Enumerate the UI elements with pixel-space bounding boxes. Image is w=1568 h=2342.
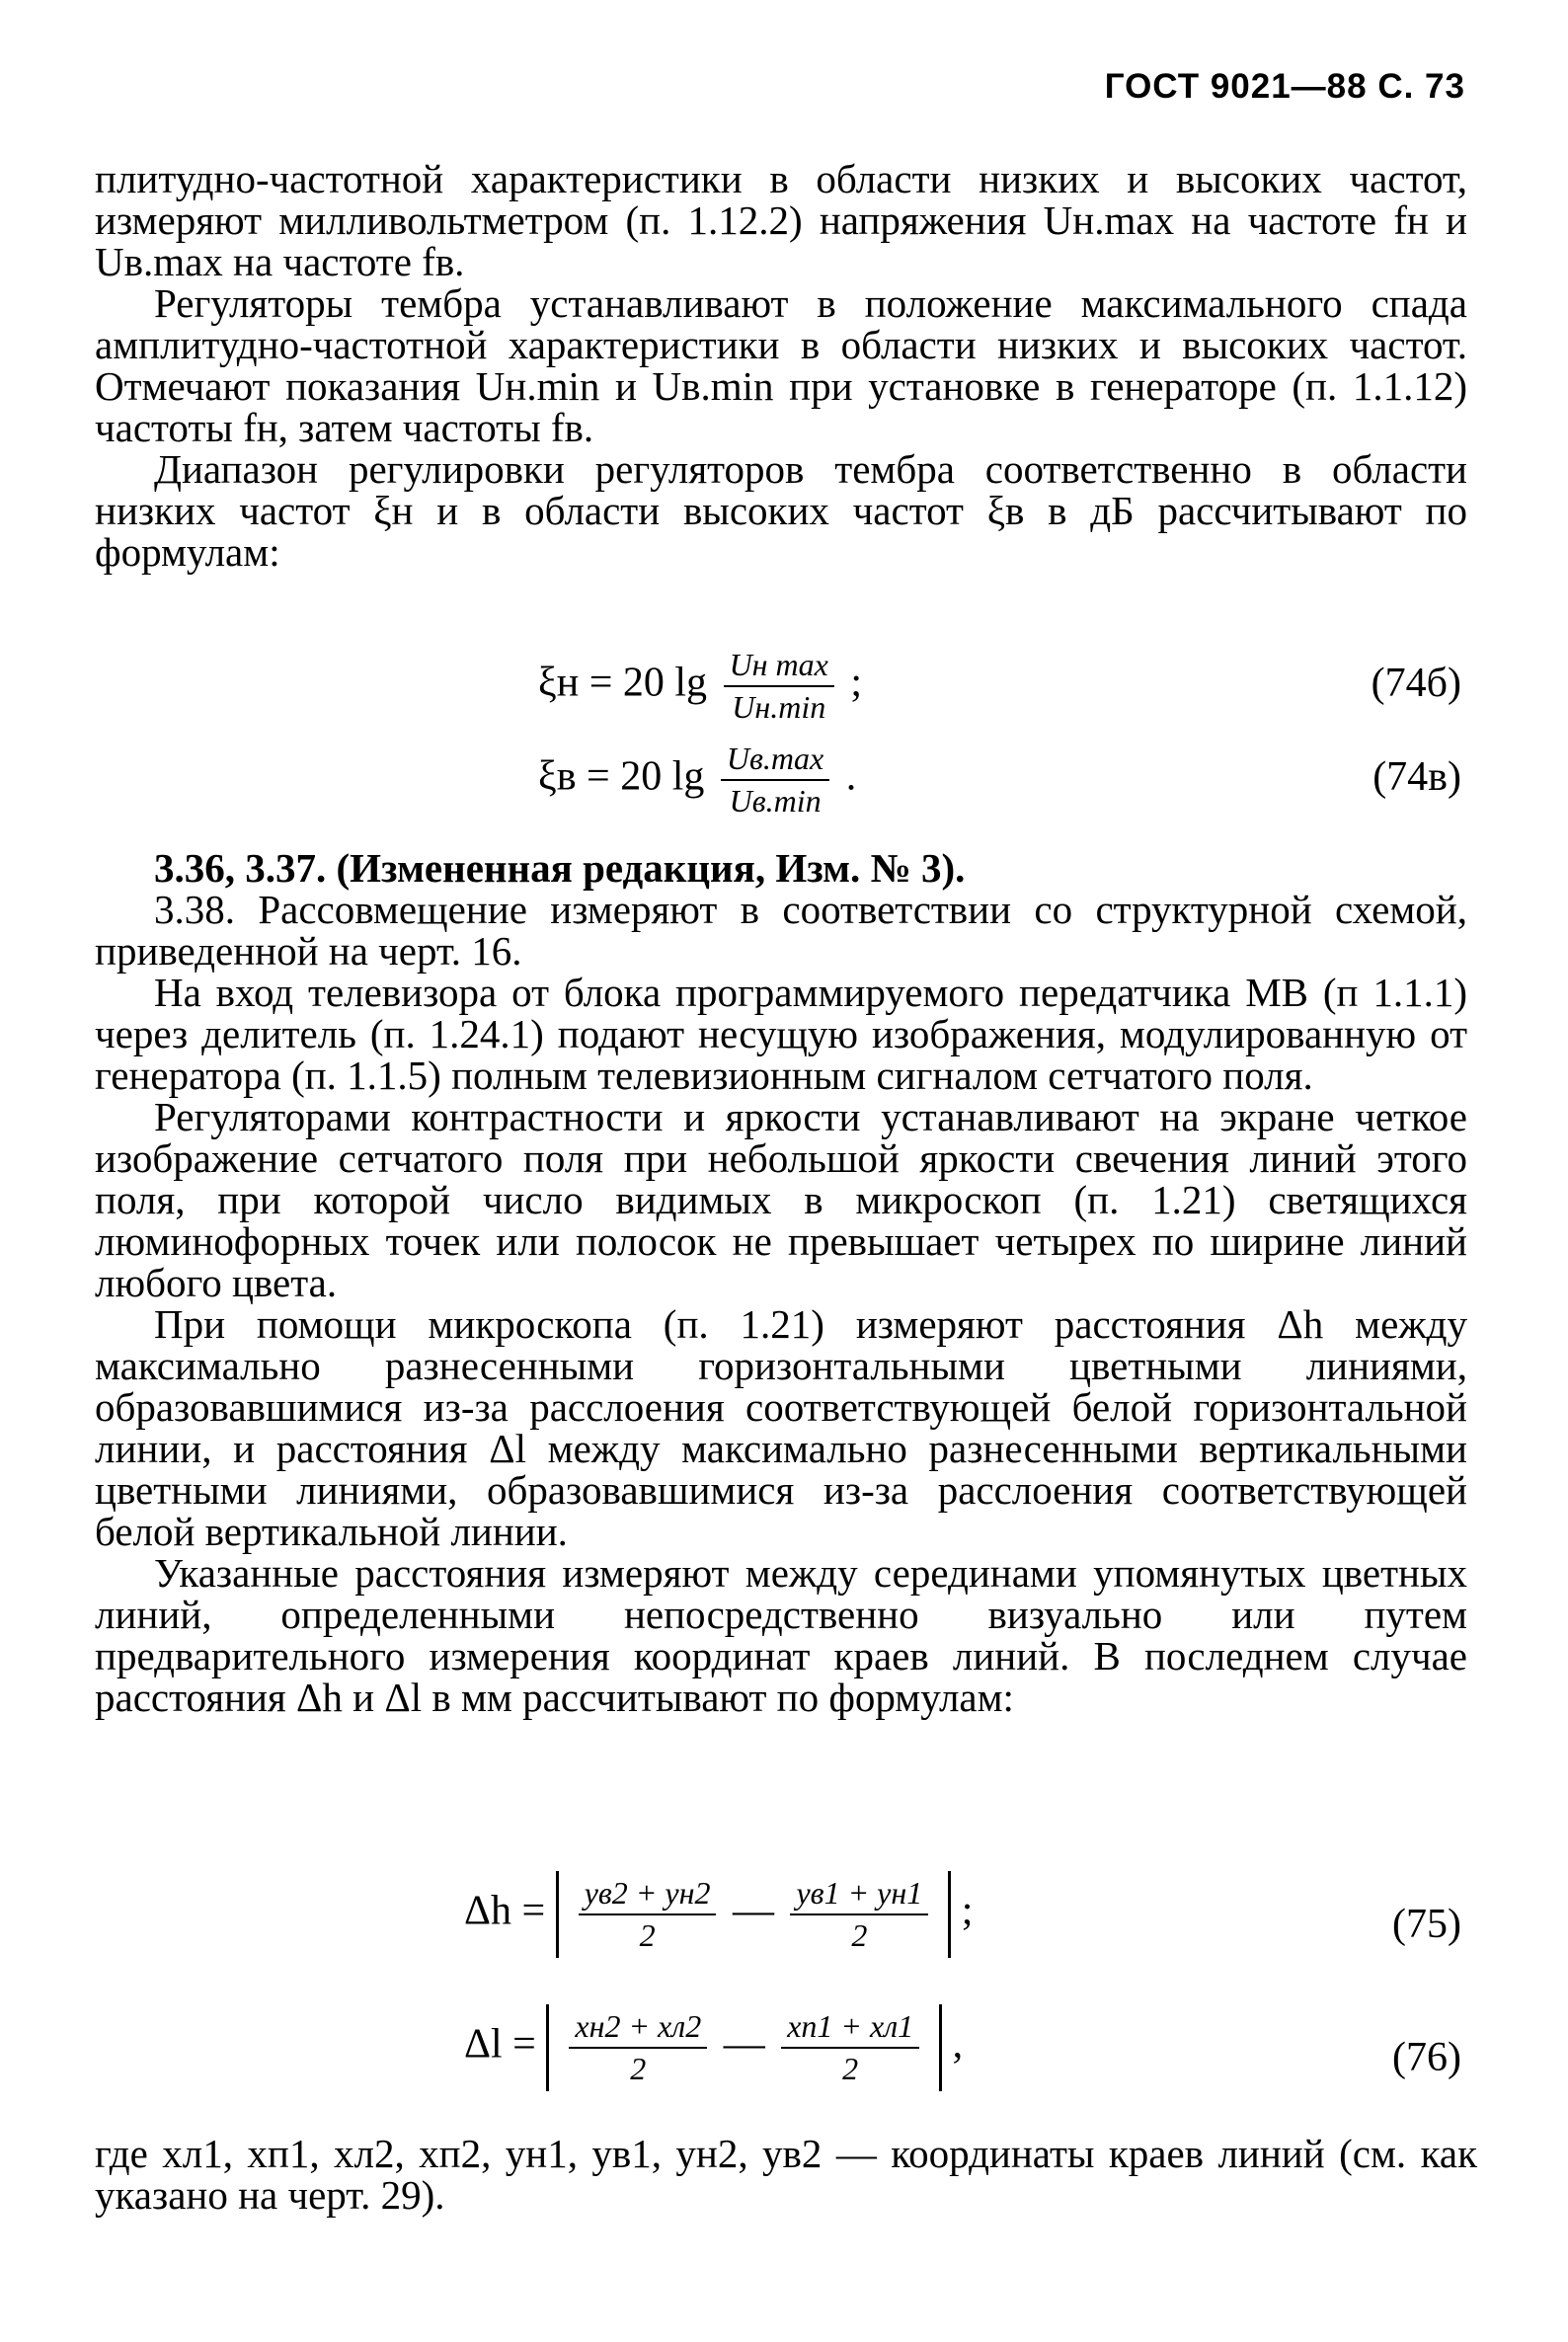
formula-76-tail: , bbox=[952, 2021, 964, 2068]
formula-75-denominator-1: 2 bbox=[639, 1917, 656, 1953]
paragraph-coordinates: где xл1, xп1, xл2, xп2, yн1, yв1, yн2, yв2 — координаты краев линий (см. как указано на черт. 29). bbox=[95, 2131, 1477, 2218]
formula-75-numerator-1: yв2 + yн2 bbox=[579, 1875, 717, 1915]
formula-76-numerator-2: xп1 + xл1 bbox=[781, 2008, 919, 2049]
formula-75-fraction-2 bbox=[790, 1875, 928, 1954]
paragraph-1: плитудно-частотной характеристики в области низких и высоких частот, измеряют милливольтметром (п. 1.12.2) напряжения Uн.max на частоте fн и Uв.max на частоте fв. bbox=[95, 156, 1467, 284]
paragraph-distances: Указанные расстояния измеряют между серединами упомянутых цветных линий, определенными непосредственно визуально или путем предварительного измерения координат краев линий. В последнем случае расстояния Δh и Δl в мм рассчитывают по формулам: bbox=[95, 1550, 1467, 1720]
formula-74v-numerator: Uв.max bbox=[721, 741, 829, 781]
formula-76-denominator-2: 2 bbox=[842, 2051, 859, 2086]
formula-75-minus: — bbox=[732, 1888, 774, 1934]
formula-75-lhs: Δh = bbox=[464, 1888, 546, 1934]
formula-75-tail: ; bbox=[961, 1888, 974, 1934]
formula-74b-denominator: Uн.min bbox=[732, 689, 826, 725]
paragraph-contrast: Регуляторами контрастности и яркости устанавливают на экране четкое изображение сетчатого поля при небольшой яркости свечения линий этого поля, при которой число видимых в микроскоп (п. 1.21) светящихся люминофорных точек или полосок не превышает четырех по ширине линий любого цвета. bbox=[95, 1094, 1467, 1305]
formula-76 bbox=[464, 2004, 963, 2091]
formula-75-numerator-2: yв1 + yн1 bbox=[790, 1875, 928, 1915]
formula-75-fraction-1 bbox=[579, 1875, 717, 1954]
formula-76-fraction-1 bbox=[569, 2008, 707, 2087]
body-text-bottom bbox=[95, 2133, 1477, 2216]
body-text-top bbox=[95, 158, 1467, 573]
page-header: ГОСТ 9021—88 С. 73 bbox=[1104, 67, 1465, 106]
formula-76-absolute bbox=[546, 2004, 942, 2091]
formula-76-fraction-2 bbox=[781, 2008, 919, 2087]
paragraph-microscope: При помощи микроскопа (п. 1.21) измеряют расстояния Δh между максимально разнесенными горизонтальными цветными линиями, образовавшимися из-за расслоения соответствующей белой горизонтальной линии, и расстояния Δl между максимально разнесенными вертикальными цветными линиями, образовавшимися из-за расслоения соответствующей белой вертикальной линии. bbox=[95, 1301, 1467, 1554]
equation-number-75: (75) bbox=[1392, 1902, 1461, 1947]
formula-75 bbox=[464, 1871, 973, 1958]
formula-74v-fraction bbox=[721, 741, 829, 820]
formula-74v-lhs: ξв = 20 lg bbox=[538, 753, 705, 800]
formula-76-numerator-1: xн2 + xл2 bbox=[569, 2008, 707, 2049]
formula-75-denominator-2: 2 bbox=[851, 1917, 868, 1953]
formula-74b-tail: ; bbox=[850, 660, 863, 706]
formula-76-denominator-1: 2 bbox=[630, 2051, 647, 2086]
body-text-middle bbox=[95, 847, 1467, 1718]
paragraph-input: На вход телевизора от блока программируемого передатчика МВ (п 1.1.1) через делитель (п. 1.24.1) подают несущую изображения, модулированную от генератора (п. 1.1.5) полным телевизионным сигналом сетчатого поля. bbox=[95, 970, 1467, 1098]
paragraph-2: Регуляторы тембра устанавливают в положение максимального спада амплитудно-частотной характеристики в области низких и высоких частот. Отмечают показания Uн.min и Uв.min при установке в генераторе (п. 1.1.12) частоты fн, затем частоты fв. bbox=[95, 280, 1467, 450]
equation-number-74v: (74в) bbox=[1372, 754, 1461, 800]
formula-74v-denominator: Uв.min bbox=[729, 783, 822, 819]
formula-76-lhs: Δl = bbox=[464, 2021, 536, 2068]
paragraph-3: Диапазон регулировки регуляторов тембра соответственно в области низких частот ξн и в области высоких частот ξв в дБ рассчитывают по формулам: bbox=[95, 446, 1467, 575]
formula-75-absolute bbox=[556, 1871, 952, 1958]
formula-74b-fraction bbox=[724, 647, 834, 726]
equation-number-74b: (74б) bbox=[1371, 661, 1461, 706]
paragraph-3-38: 3.38. Рассовмещение измеряют в соответствии со структурной схемой, приведенной на черт. 16. bbox=[95, 887, 1467, 974]
formula-74b-lhs: ξн = 20 lg bbox=[538, 660, 708, 706]
formula-74b-numerator: Uн max bbox=[724, 647, 834, 687]
formula-74b bbox=[538, 647, 862, 726]
formula-74v bbox=[538, 741, 856, 820]
formula-74v-tail: . bbox=[845, 753, 857, 800]
section-changed-note: 3.36, 3.37. (Измененная редакция, Изм. № 3). bbox=[154, 845, 966, 891]
equation-number-76: (76) bbox=[1392, 2035, 1461, 2080]
formula-76-minus: — bbox=[723, 2021, 765, 2068]
